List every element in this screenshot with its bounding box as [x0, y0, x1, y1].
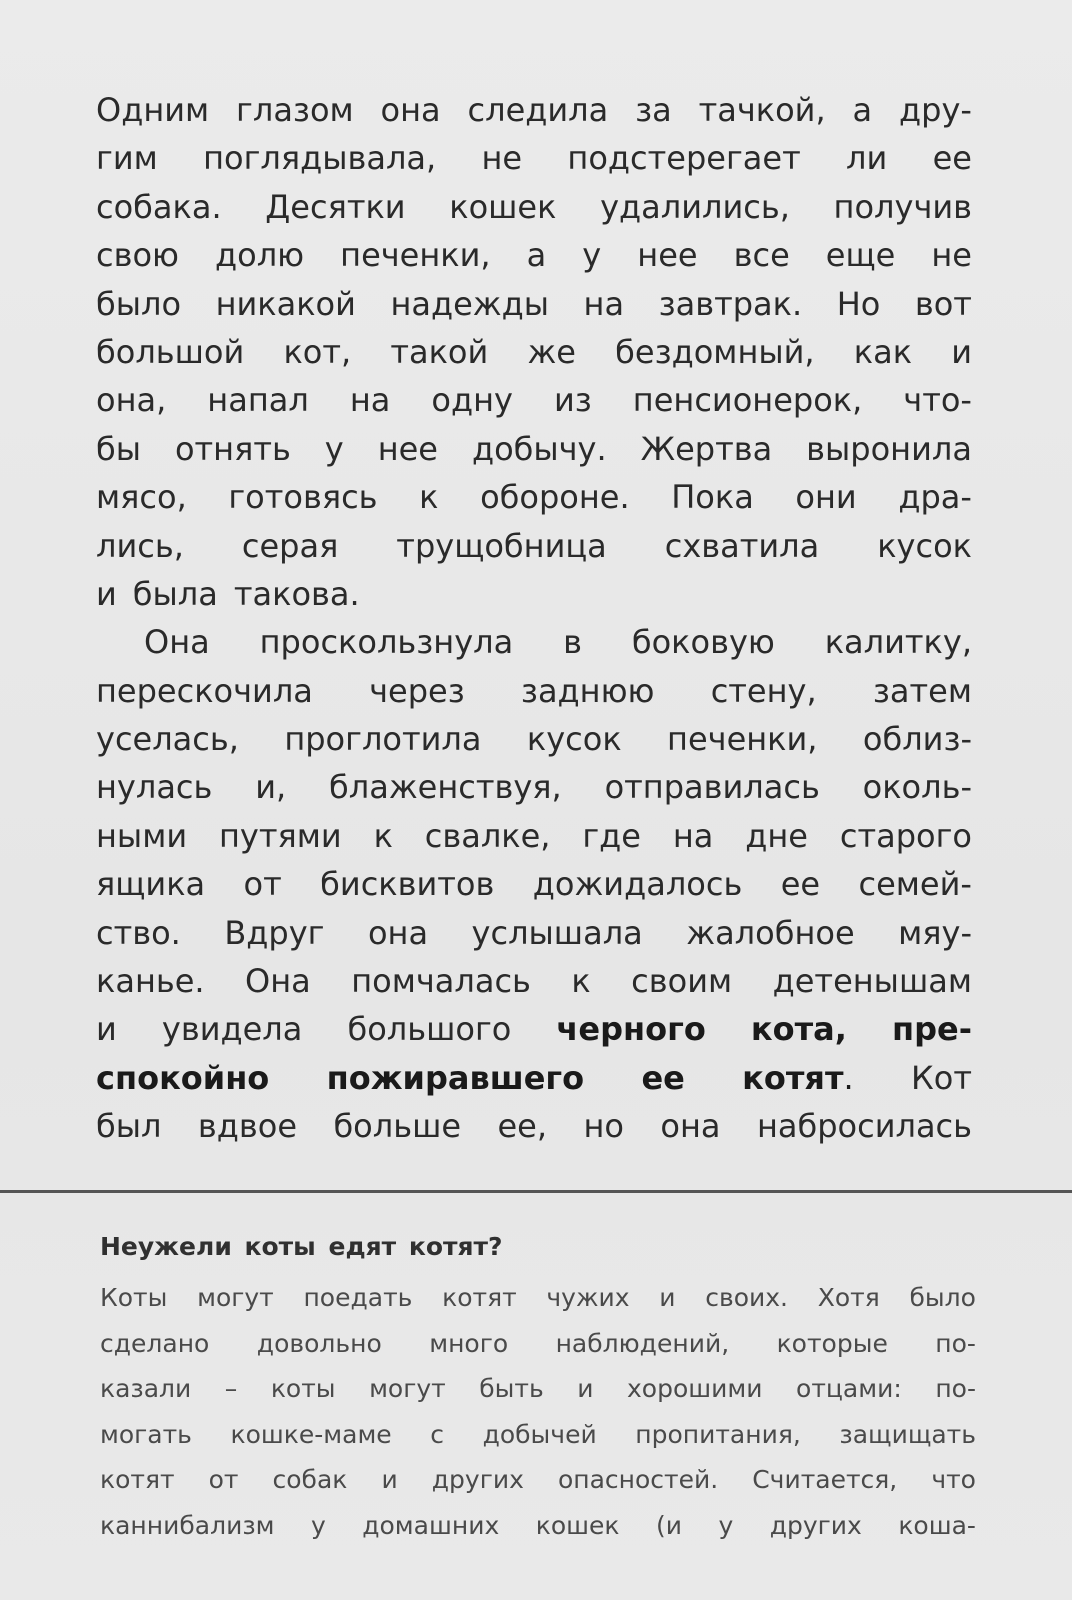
- main-text-body: [96, 86, 972, 1151]
- word: лись,: [96, 526, 184, 565]
- word: бы: [96, 429, 141, 468]
- word: отправилась: [604, 768, 820, 807]
- word: коша-: [898, 1510, 976, 1540]
- word: мяу-: [898, 913, 972, 952]
- word: Хотя: [817, 1283, 880, 1312]
- word: отнять: [174, 429, 291, 468]
- word: Она: [245, 962, 311, 1001]
- text-line-13: [96, 667, 972, 715]
- word: –: [224, 1374, 238, 1404]
- word: нее: [637, 236, 698, 275]
- word: все: [733, 236, 790, 275]
- word: одну: [431, 381, 513, 420]
- word: отцами:: [796, 1374, 902, 1404]
- word: каннибализм: [100, 1510, 275, 1540]
- word: бисквитов: [320, 865, 495, 904]
- word: облиз-: [862, 720, 972, 759]
- word: набросилась: [756, 1107, 972, 1146]
- word: она: [367, 913, 429, 952]
- word: готовясь: [228, 478, 378, 517]
- word: наблюдений,: [555, 1328, 730, 1358]
- word: пропитания,: [635, 1419, 801, 1449]
- word: схватила: [664, 526, 820, 565]
- word: нее: [377, 429, 438, 468]
- word: удалились,: [600, 187, 790, 226]
- word: кота,: [750, 1010, 847, 1049]
- word: она: [660, 1107, 721, 1146]
- word: трущобница: [396, 526, 607, 565]
- word: но: [583, 1107, 624, 1146]
- word: Коты: [100, 1283, 168, 1312]
- text-line-1: [96, 86, 972, 134]
- word: чужих: [546, 1283, 630, 1312]
- word: добычей: [482, 1419, 597, 1449]
- word: путями: [219, 816, 342, 855]
- word: ее: [641, 1058, 685, 1097]
- word: был: [96, 1107, 162, 1146]
- word: дра-: [898, 478, 972, 517]
- text-line-22: [96, 1102, 972, 1150]
- word: опасностей.: [557, 1465, 719, 1495]
- word: ее: [780, 865, 821, 904]
- word: было: [96, 284, 182, 323]
- word: на: [672, 816, 714, 855]
- text-line-5: [96, 280, 972, 328]
- word: Кот: [911, 1058, 972, 1097]
- word: за: [635, 91, 672, 129]
- word: котят.: [742, 1058, 854, 1097]
- word: мясо,: [96, 478, 187, 517]
- word: в: [563, 623, 582, 662]
- word: своих.: [705, 1283, 788, 1312]
- word: собак: [272, 1465, 348, 1495]
- word: на: [583, 284, 625, 323]
- word: а: [526, 236, 547, 275]
- word: а: [852, 91, 873, 129]
- word: хорошими: [627, 1374, 763, 1404]
- word: и: [659, 1283, 676, 1312]
- word: дожидалось: [532, 865, 743, 904]
- word: по-: [935, 1374, 976, 1404]
- word: такова.: [233, 574, 360, 613]
- word: других: [769, 1510, 862, 1540]
- word: Одним: [96, 91, 210, 129]
- word: которые: [776, 1328, 888, 1358]
- text-line-10: [96, 522, 972, 570]
- word: они: [795, 478, 857, 517]
- text-line-18: [96, 909, 972, 957]
- word: большого: [347, 1010, 512, 1049]
- word: на: [349, 381, 391, 420]
- word: следила: [467, 91, 609, 129]
- word: дне: [745, 816, 808, 855]
- word: пожиравшего: [326, 1058, 585, 1097]
- word: ее,: [497, 1107, 548, 1146]
- word: больше: [333, 1107, 462, 1146]
- word: Считается,: [752, 1465, 898, 1495]
- text-line-3: [96, 183, 972, 231]
- sidebar-title: Неужели коты едят котят?: [100, 1232, 503, 1261]
- word: семей-: [858, 865, 972, 904]
- word: собака.: [96, 187, 222, 226]
- text-line-11: [96, 570, 972, 618]
- word: услышала: [471, 913, 643, 952]
- word: завтрак.: [658, 284, 803, 323]
- word: кусок: [877, 526, 972, 565]
- sidebar-box: [100, 1225, 976, 1549]
- word: Вдруг: [224, 913, 325, 952]
- word: своим: [631, 962, 733, 1001]
- word: черного: [556, 1010, 706, 1049]
- word: других: [431, 1465, 524, 1495]
- word: околь-: [862, 768, 972, 807]
- word: могут: [197, 1283, 274, 1312]
- word: из: [553, 381, 592, 420]
- text-line-2: [96, 134, 972, 182]
- word: она,: [96, 381, 167, 420]
- word: казали: [100, 1374, 192, 1404]
- word: добычу.: [471, 429, 607, 468]
- word: вот: [914, 284, 972, 323]
- word: никакой: [215, 284, 356, 323]
- word: как: [853, 332, 913, 371]
- word: надежды: [390, 284, 550, 323]
- word: (и: [655, 1510, 682, 1540]
- section-divider: [0, 1190, 1072, 1193]
- word: детенышам: [772, 962, 972, 1001]
- word: проскользнула: [259, 623, 514, 662]
- text-line-6: [96, 328, 972, 376]
- word: Она: [144, 623, 210, 662]
- word: вдвое: [197, 1107, 297, 1146]
- word: коты: [270, 1374, 336, 1404]
- word: получив: [833, 187, 972, 226]
- text-line-16: [96, 812, 972, 860]
- word: подстерегает: [567, 139, 801, 178]
- word: перескочила: [96, 671, 313, 710]
- word: увидела: [161, 1010, 303, 1049]
- word: и,: [255, 768, 287, 807]
- word: было: [909, 1283, 976, 1312]
- text-line-9: [96, 473, 972, 521]
- word: пенсионерок,: [632, 381, 863, 420]
- word: старого: [839, 816, 972, 855]
- word: с: [430, 1419, 444, 1449]
- word: довольно: [256, 1328, 382, 1358]
- sidebar-line-3: [100, 1366, 976, 1412]
- word: канье.: [96, 962, 205, 1001]
- text-line-7: [96, 376, 972, 424]
- word: такой: [390, 332, 489, 371]
- word: обороне.: [480, 478, 630, 517]
- text-line-17: [96, 860, 972, 908]
- word: котят: [442, 1283, 517, 1312]
- word: ее: [932, 139, 972, 178]
- word: могать: [100, 1419, 192, 1449]
- text-line-19: [96, 957, 972, 1005]
- word: ными: [96, 816, 188, 855]
- word: кошке-маме: [230, 1419, 392, 1449]
- sidebar-line-1: [100, 1275, 976, 1321]
- word: к: [373, 816, 393, 855]
- word: у: [718, 1510, 734, 1540]
- word: же: [527, 332, 576, 371]
- word: через: [369, 671, 465, 710]
- word: помчалась: [351, 962, 531, 1001]
- word: и: [96, 574, 117, 613]
- word: гим: [96, 139, 158, 178]
- word: кошек: [449, 187, 557, 226]
- word: бездомный,: [615, 332, 815, 371]
- word: у: [324, 429, 344, 468]
- punctuation: .: [843, 1058, 854, 1097]
- word: напал: [207, 381, 309, 420]
- word: ство.: [96, 913, 181, 952]
- word: к: [571, 962, 591, 1001]
- word: затем: [872, 671, 972, 710]
- word: проглотила: [284, 720, 482, 759]
- word: много: [429, 1328, 509, 1358]
- word: серая: [241, 526, 339, 565]
- word: еще: [825, 236, 896, 275]
- text-line-8: [96, 425, 972, 473]
- word: была: [132, 574, 218, 613]
- word: кот,: [283, 332, 352, 371]
- word: спокойно: [96, 1058, 270, 1097]
- word: защищать: [839, 1419, 976, 1449]
- word: от: [243, 865, 282, 904]
- word: нулась: [96, 768, 213, 807]
- word: тачкой,: [698, 91, 826, 129]
- word: не: [481, 139, 523, 178]
- word: поглядывала,: [203, 139, 437, 178]
- text-line-20: [96, 1005, 972, 1053]
- word: у: [310, 1510, 326, 1540]
- text-line-15: [96, 763, 972, 811]
- word: выронила: [806, 429, 972, 468]
- word: домашних: [362, 1510, 500, 1540]
- word: долю: [215, 236, 305, 275]
- word: стену,: [710, 671, 817, 710]
- word: где: [582, 816, 641, 855]
- word: дру-: [899, 91, 972, 129]
- text-line-21: [96, 1054, 972, 1102]
- word: Жертва: [640, 429, 773, 468]
- word: Пока: [671, 478, 754, 517]
- word: что-: [903, 381, 972, 420]
- word: по-: [935, 1328, 976, 1358]
- word: боковую: [631, 623, 775, 662]
- word: ли: [846, 139, 888, 178]
- word: не: [931, 236, 972, 275]
- word: от: [208, 1465, 239, 1495]
- word: у: [582, 236, 602, 275]
- word: котят: [100, 1465, 175, 1495]
- word: Десятки: [265, 187, 406, 226]
- word: Но: [836, 284, 881, 323]
- word: пре-: [891, 1010, 972, 1049]
- word: и: [577, 1374, 594, 1404]
- sidebar-line-6: [100, 1503, 976, 1549]
- word: свою: [96, 236, 179, 275]
- word: глазом: [236, 91, 354, 129]
- sidebar-line-2: [100, 1321, 976, 1367]
- word: могут: [369, 1374, 446, 1404]
- word: к: [419, 478, 439, 517]
- word: кошек: [535, 1510, 620, 1540]
- word: и: [951, 332, 972, 371]
- word: поедать: [303, 1283, 413, 1312]
- word: что: [931, 1465, 976, 1495]
- word: уселась,: [96, 720, 239, 759]
- word: калитку,: [824, 623, 972, 662]
- word: быть: [479, 1374, 544, 1404]
- text-line-12: [96, 618, 972, 666]
- word: и: [381, 1465, 398, 1495]
- word: ящика: [96, 865, 206, 904]
- text-line-14: [96, 715, 972, 763]
- word: заднюю: [520, 671, 655, 710]
- word: она: [380, 91, 441, 129]
- word: и: [96, 1010, 117, 1049]
- sidebar-line-5: [100, 1457, 976, 1503]
- word: жалобное: [686, 913, 855, 952]
- sidebar-line-4: [100, 1412, 976, 1458]
- word: большой: [96, 332, 245, 371]
- word: свалке,: [424, 816, 551, 855]
- word: сделано: [100, 1328, 210, 1358]
- text-line-4: [96, 231, 972, 279]
- word: печенки,: [667, 720, 818, 759]
- word: кусок: [526, 720, 622, 759]
- word: блаженствуя,: [329, 768, 562, 807]
- word: печенки,: [340, 236, 491, 275]
